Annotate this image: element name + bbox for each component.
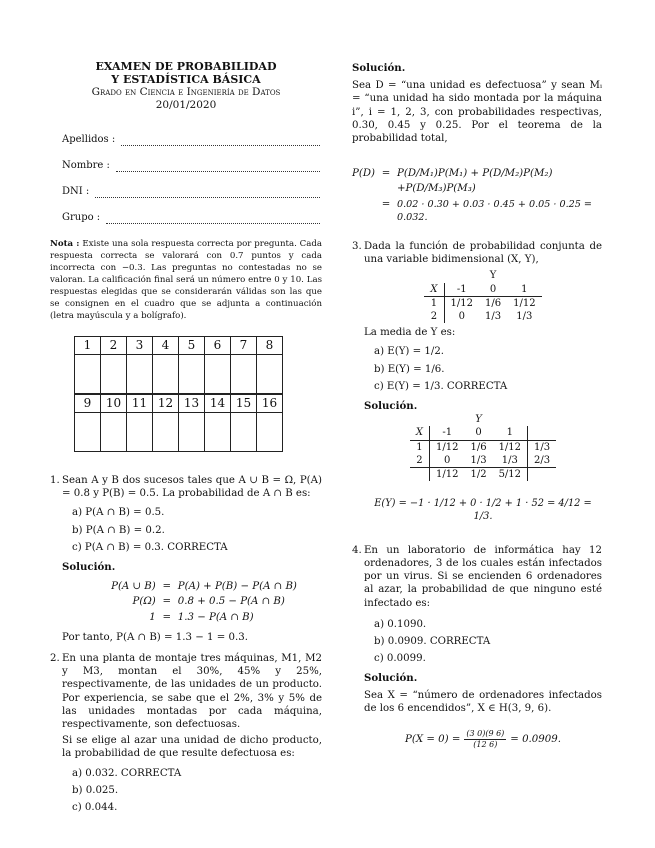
option-c: c) E(Y) = 1/3. CORRECTA: [374, 380, 508, 392]
table-cell: 1/12: [513, 297, 536, 309]
exam-subtitle: Grado en Ciencia e Ingeniería de Datos: [91, 86, 281, 98]
solution-equation: E(Y) = −1 · 1/12 + 0 · 1/2 + 1 · 52 = 4/12 = 1/3.: [374, 498, 592, 523]
eq-lhs: P(D): [352, 168, 375, 180]
grid-number: 4: [153, 337, 179, 355]
answer-cell[interactable]: [257, 355, 283, 395]
grid-number: 5: [179, 337, 205, 355]
nombre-line[interactable]: [116, 161, 320, 172]
question-3: [352, 240, 602, 524]
grid-number: 9: [75, 394, 101, 413]
eq-sign: =: [162, 581, 172, 593]
marginal-y: 1/2: [470, 469, 487, 481]
table-x-label: X: [424, 283, 444, 297]
grid-number: 7: [231, 337, 257, 355]
options-list: [72, 767, 322, 815]
row-header: 1: [424, 296, 444, 310]
answer-cell[interactable]: [179, 355, 205, 395]
option-a: a) E(Y) = 1/2.: [374, 346, 445, 358]
grid-number: 14: [205, 394, 231, 413]
nombre-field[interactable]: [50, 157, 322, 172]
table-cell: 1/12: [436, 441, 459, 453]
table-cell: 0: [430, 454, 465, 468]
answer-cell[interactable]: [75, 355, 101, 395]
grupo-line[interactable]: [106, 213, 320, 224]
options-list: [374, 618, 602, 666]
answer-cell[interactable]: [231, 413, 257, 452]
solution-heading: Solución.: [364, 672, 418, 685]
grupo-label: Grupo :: [62, 211, 101, 223]
table-cell: 1/6: [470, 441, 487, 453]
col-header: -1: [444, 283, 479, 297]
answer-cell[interactable]: [231, 355, 257, 395]
joint-probability-table: [424, 269, 541, 323]
grid-number: 16: [257, 394, 283, 413]
grid-number: 8: [257, 337, 283, 355]
table-cell: 1/3: [493, 454, 528, 468]
table-cell: 1/12: [450, 297, 474, 309]
marginal-x: 1/3: [534, 441, 551, 453]
eq-rhs: P(D/M₁)P(M₁) + P(D/M₂)P(M₂): [396, 168, 553, 180]
table-x-label: X: [410, 426, 430, 440]
question-text: Dada la función de probabilidad conjunta de una variable bidimensional (X, Y),: [364, 241, 602, 266]
question-text: Sean A y B dos sucesos tales que A ∪ B = Ω, P(A) = 0.8 y P(B) = 0.5. La probabilidad de A ∩ B es:: [62, 475, 322, 500]
grid-number: 12: [153, 394, 179, 413]
eq-rhs: 1.3 − P(A ∩ B): [177, 611, 254, 623]
marginal-table: [410, 413, 556, 481]
answer-cell[interactable]: [205, 355, 231, 395]
exam-title-line2: Y ESTADÍSTICA BÁSICA: [111, 73, 261, 86]
dni-field[interactable]: [50, 183, 322, 198]
eq-lhs: [352, 198, 375, 224]
right-column: [352, 60, 602, 750]
grid-number: 1: [75, 337, 101, 355]
question-number: 2.: [50, 653, 60, 665]
grid-number: 2: [101, 337, 127, 355]
eq-lhs: P(A ∪ B): [111, 581, 156, 593]
option-b: b) 0.025.: [72, 784, 119, 796]
answer-cell[interactable]: [101, 355, 127, 395]
answer-cell[interactable]: [153, 355, 179, 395]
solution-conclusion: Por tanto, P(A ∩ B) = 1.3 − 1 = 0.3.: [62, 631, 248, 643]
option-a: a) 0.1090.: [374, 618, 427, 630]
grid-number: 3: [127, 337, 153, 355]
grid-number: 11: [127, 394, 153, 413]
grupo-field[interactable]: [50, 209, 322, 224]
option-b: b) P(A ∩ B) = 0.2.: [72, 524, 165, 536]
option-b: b) 0.0909. CORRECTA: [374, 635, 491, 647]
solution-text: Sea X = “número de ordenadores infectados de los 6 encendidos”, X ∈ H(3, 9, 6).: [364, 689, 602, 714]
grid-number: 13: [179, 394, 205, 413]
nota-paragraph: [50, 238, 322, 322]
answer-cell[interactable]: [257, 413, 283, 452]
answer-cell[interactable]: [101, 413, 127, 452]
option-c: c) 0.0099.: [374, 653, 426, 665]
apellidos-label: Apellidos :: [62, 133, 116, 145]
answer-cell[interactable]: [153, 413, 179, 452]
exam-title-line1: EXAMEN DE PROBABILIDAD: [95, 60, 277, 73]
col-header: 1: [493, 426, 528, 440]
nota-text: Existe una sola respuesta correcta por pregunta. Cada respuesta correcta se valorará con 0.7 puntos y cada incorrecta con −0.3. Las preguntas no contestadas no se valoran. La calificación final será un número entre 0 y 10. Las respuestas elegidas que se considerarán válidas son las que se consignen en el cuadro que se adjunta a continuación (letra mayúscula y a bolígrafo).: [50, 239, 322, 321]
eq-lhs: 1: [149, 611, 156, 623]
eq-rhs: 0.02 · 0.30 + 0.03 · 0.45 + 0.05 · 0.25 = 0.032.: [396, 198, 592, 223]
option-a: a) 0.032. CORRECTA: [72, 767, 182, 779]
col-header: 1: [507, 283, 541, 297]
eq-lhs: P(X = 0) =: [405, 733, 461, 745]
question-number: 1.: [50, 475, 60, 486]
solution-equations: [352, 167, 602, 224]
hypergeometric-equation: [364, 729, 602, 750]
apellidos-field[interactable]: [50, 131, 322, 146]
col-header: 0: [464, 426, 492, 440]
answer-grid: [74, 336, 283, 452]
question-text: En una planta de montaje tres máquinas, M1, M2 y M3, montan el 30%, 45% y 25%, respectivamente, de las unidades de un producto. Por experiencia, se sabe que el 2%, 3% y 5% de las unidades montadas por cada máquina, respectivamente, son defectuosas.: [62, 653, 322, 731]
question-text-2: Si se elige al azar una unidad de dicho producto, la probabilidad de que resulte defectuosa es:: [62, 735, 322, 760]
table-cell: 0: [458, 311, 465, 323]
eq-lhs: P(Ω): [132, 596, 156, 608]
option-b: b) E(Y) = 1/6.: [374, 363, 445, 375]
solution-heading: Solución.: [364, 400, 418, 413]
eq-sign: [379, 182, 393, 195]
options-list: [72, 506, 322, 554]
table-y-label: Y: [475, 414, 482, 426]
dni-line[interactable]: [95, 187, 320, 198]
fraction: [464, 729, 506, 750]
fraction-denominator: (12 6): [473, 739, 498, 749]
answer-cell[interactable]: [75, 413, 101, 452]
grid-number: 10: [101, 394, 127, 413]
options-list: [374, 345, 602, 393]
eq-rhs: = 0.0909.: [510, 733, 561, 745]
eq-lhs: [352, 182, 375, 195]
table-cell: 1/12: [493, 440, 528, 454]
solution-text: Sea D = “una unidad es defectuosa” y sean Mᵢ = “una unidad ha sido montada por la máquina i”, i = 1, 2, 3, con probabilidades respectivas, 0.30, 0.45 y 0.25. Por el teorema de la probabilidad total,: [352, 80, 602, 145]
question-number: 4.: [352, 544, 362, 556]
table-cell: 1/3: [516, 311, 533, 323]
answer-cell[interactable]: [179, 413, 205, 452]
exam-date: 20/01/2020: [155, 99, 217, 111]
question-4: [352, 544, 602, 750]
table-y-label: Y: [489, 270, 497, 282]
question-2: [50, 652, 322, 814]
table-cell: 1/3: [464, 454, 492, 468]
eq-sign: =: [381, 168, 391, 180]
marginal-y: 5/12: [493, 468, 528, 482]
marginal-x: 2/3: [528, 454, 557, 468]
solution-equations: [86, 580, 322, 624]
solution-heading: Solución.: [62, 561, 116, 574]
dni-label: DNI :: [62, 185, 90, 197]
apellidos-line[interactable]: [121, 135, 320, 146]
answer-cell[interactable]: [127, 355, 153, 395]
col-header: 0: [479, 283, 507, 297]
fraction-numerator: (3 0)(9 6): [466, 728, 505, 738]
nombre-label: Nombre :: [62, 159, 110, 171]
nota-label: Nota :: [50, 239, 80, 249]
marginal-y: 1/12: [436, 469, 459, 481]
question-1: [50, 474, 322, 644]
eq-rhs: P(A) + P(B) − P(A ∩ B): [177, 581, 297, 593]
col-header: -1: [430, 426, 465, 440]
grid-number: 6: [205, 337, 231, 355]
answer-cell[interactable]: [127, 413, 153, 452]
eq-sign: =: [381, 198, 391, 210]
option-a: a) P(A ∩ B) = 0.5.: [72, 507, 165, 519]
table-cell: 1/6: [485, 297, 502, 309]
solution-heading: Solución.: [352, 62, 406, 74]
question-text: En un laboratorio de informática hay 12 ordenadores, 3 de los cuales están infectados por un virus. Si se encienden 6 ordenadores al azar, la probabilidad de que ninguno esté infectado es:: [364, 544, 602, 609]
left-column: [50, 60, 322, 818]
option-c: c) P(A ∩ B) = 0.3. CORRECTA: [72, 541, 228, 553]
eq-sign: =: [162, 611, 172, 623]
option-c: c) 0.044.: [72, 802, 118, 814]
answer-cell[interactable]: [205, 413, 231, 452]
eq-rhs: +P(D/M₃)P(M₃): [396, 183, 476, 195]
question-number: 3.: [352, 241, 362, 253]
eq-rhs: 0.8 + 0.5 − P(A ∩ B): [177, 596, 285, 608]
row-header: 2: [410, 454, 430, 468]
eq-sign: =: [162, 596, 172, 608]
row-header: 2: [424, 310, 444, 323]
question-prompt: La media de Y es:: [364, 327, 456, 339]
grid-number: 15: [231, 394, 257, 413]
table-cell: 1/3: [485, 311, 502, 323]
row-header: 1: [410, 440, 430, 454]
